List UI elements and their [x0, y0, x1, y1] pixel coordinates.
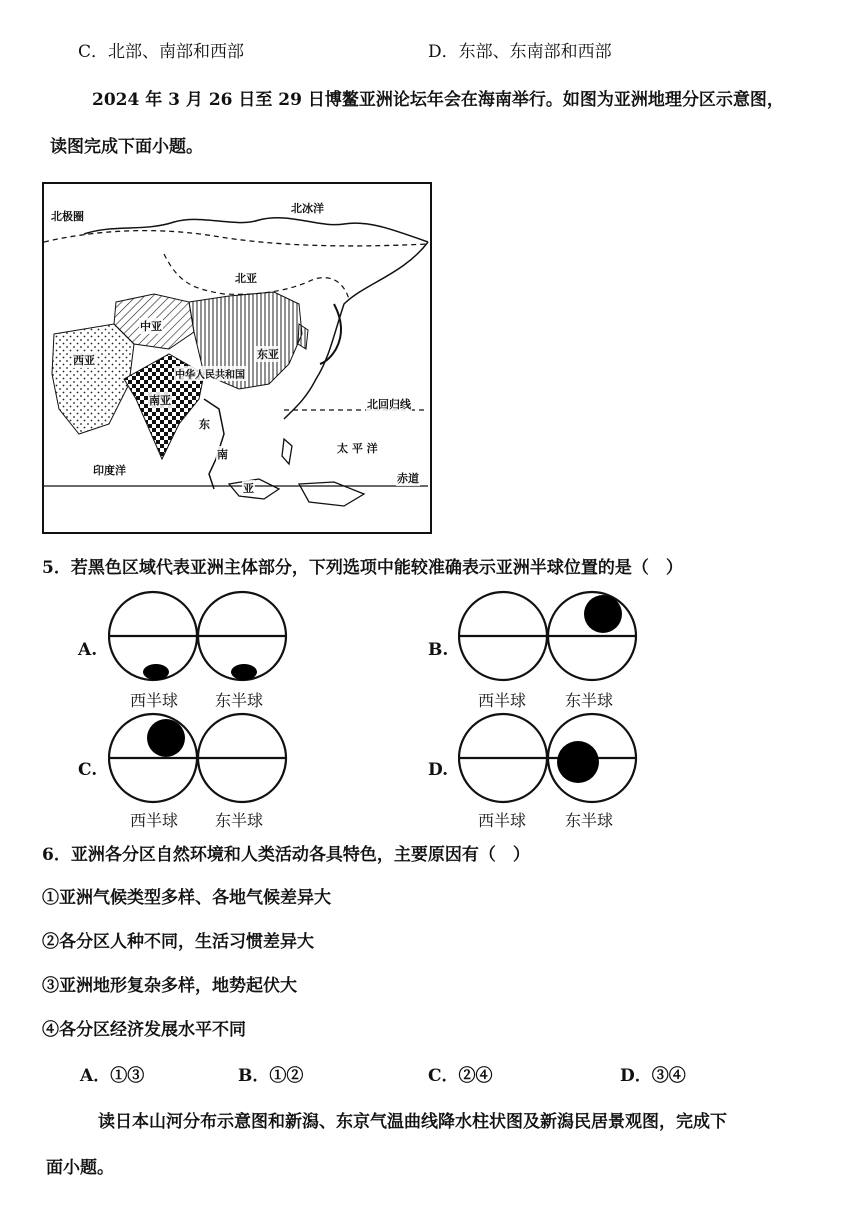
q5-option-c-east-label: 东半球 [215, 811, 264, 830]
q5-option-c-letter[interactable]: C. [78, 760, 98, 780]
southeast-asia-islands-2 [282, 439, 292, 464]
q6-item-2: ②各分区人种不同，生活习惯差异大 [42, 932, 314, 952]
q6-stem: 6．亚洲各分区自然环境和人类活动各具特色，主要原因有（ ） [42, 845, 530, 865]
q5-option-a-east-label: 东半球 [215, 691, 264, 710]
map-label-tropic: 北回归线 [367, 398, 411, 411]
arctic-circle-line [44, 231, 428, 246]
q5-stem: 5．若黑色区域代表亚洲主体部分，下列选项中能较准确表示亚洲半球位置的是（ ） [42, 558, 683, 578]
map-label-indian-ocean: 印度洋 [93, 464, 126, 477]
q6-item-4: ④各分区经济发展水平不同 [42, 1020, 246, 1040]
q6-choice-d[interactable]: D．③④ [620, 1066, 686, 1086]
japan-island [320, 304, 341, 364]
north-coastline [84, 218, 428, 242]
q5-option-c-west-label: 西半球 [130, 811, 179, 830]
asia-regions-map [42, 182, 432, 534]
q6-choice-a[interactable]: A．①③ [80, 1066, 145, 1086]
korea-region [298, 324, 308, 349]
q5-option-b-west-label: 西半球 [478, 691, 527, 710]
q6-choice-c[interactable]: C．②④ [428, 1066, 493, 1086]
q5-option-d-letter[interactable]: D. [428, 760, 449, 780]
q5-option-a-west-label: 西半球 [130, 691, 179, 710]
q5-option-b-east-label: 东半球 [565, 691, 614, 710]
q6-choice-b[interactable]: B．①② [238, 1066, 304, 1086]
q5-option-b-diagram [458, 590, 643, 682]
map-label-north-asia: 北亚 [235, 272, 257, 285]
map-label-arctic-circle: 北极圈 [51, 210, 84, 223]
map-label-pacific: 太 平 洋 [337, 442, 378, 455]
outro-line-2: 面小题。 [46, 1158, 114, 1178]
map-label-se-east: 东 [199, 418, 210, 431]
q5-option-a-letter[interactable]: A. [78, 640, 98, 660]
map-label-equator: 赤道 [397, 472, 419, 485]
map-label-arctic-ocean: 北冰洋 [291, 202, 324, 215]
intro-line-2: 读图完成下面小题。 [50, 137, 203, 157]
southeast-asia-peninsula [204, 399, 224, 489]
map-label-west-asia: 西亚 [73, 354, 95, 367]
prev-option-c: C．北部、南部和西部 [78, 42, 245, 62]
outro-line-1: 读日本山河分布示意图和新潟、东京气温曲线降水柱状图及新潟民居景观图，完成下 [98, 1112, 727, 1132]
intro-line-1: 2024 年 3 月 26 日至 29 日博鳌亚洲论坛年会在海南举行。如图为亚洲地理分区示意图， [92, 90, 784, 110]
q5-option-b-letter[interactable]: B. [428, 640, 449, 660]
map-label-se-south: 南 [217, 448, 228, 461]
map-label-prc: 中华人民共和国 [174, 366, 246, 381]
map-label-central-asia: 中亚 [140, 320, 162, 333]
map-label-se-asia: 亚 [243, 482, 254, 495]
q5-option-c-diagram [108, 712, 293, 804]
map-label-south-asia: 南亚 [149, 394, 171, 407]
q5-option-d-west-label: 西半球 [478, 811, 527, 830]
asia-map-drawing [44, 184, 430, 532]
q5-option-d-diagram [458, 712, 643, 804]
q5-option-d-east-label: 东半球 [565, 811, 614, 830]
q5-option-a-diagram [108, 590, 293, 682]
q6-item-3: ③亚洲地形复杂多样，地势起伏大 [42, 976, 297, 996]
prev-option-d: D．东部、东南部和西部 [428, 42, 612, 62]
q6-item-1: ①亚洲气候类型多样、各地气候差异大 [42, 888, 331, 908]
west-asia-region [52, 324, 134, 434]
map-label-east-asia: 东亚 [257, 348, 279, 361]
